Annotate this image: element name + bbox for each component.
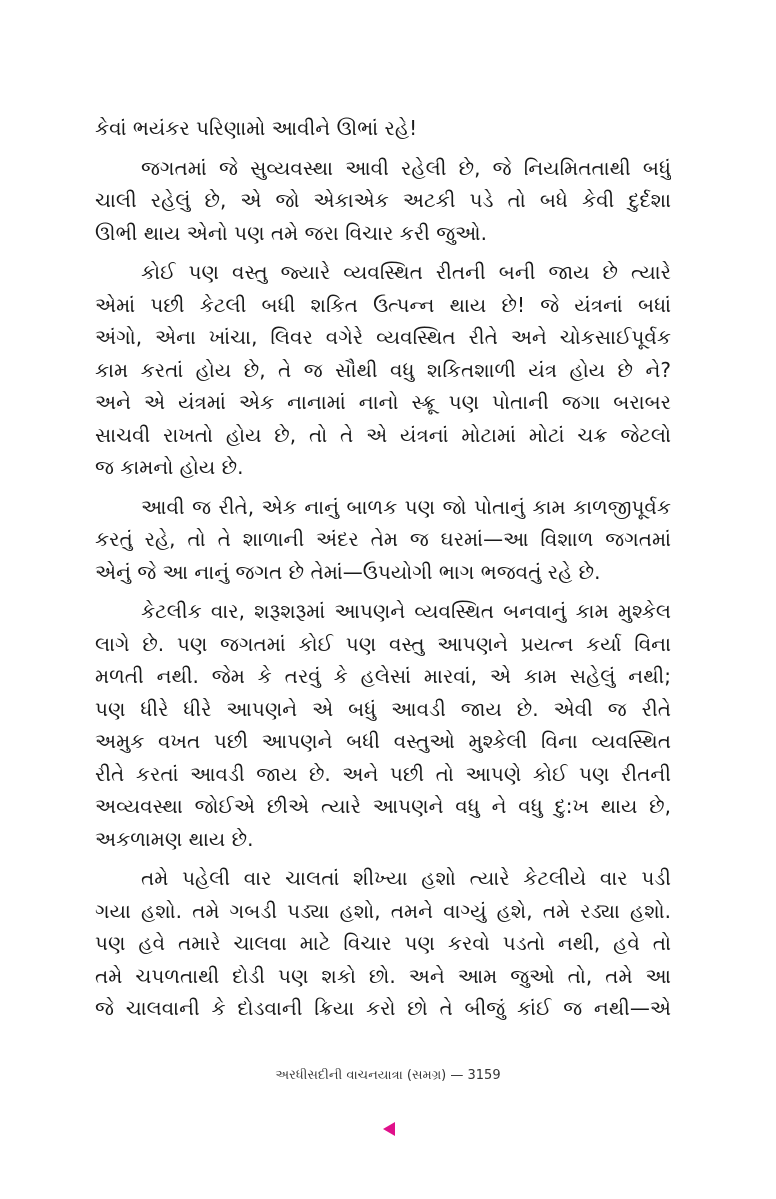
text-line: એનું જે આ નાનું જગત છે તેમાં—ઉપયોગી ભાગ ભજવતું રહે છે. (95, 559, 601, 584)
text-line: ઊભી થાય એનો પણ તમે જરા વિચાર કરી જુઓ. (95, 220, 487, 245)
text-line: કોઈ પણ વસ્તુ જ્યારે વ્યવસ્થિત રીતની બની જાય છે ત્યારે (141, 260, 671, 284)
text-line: તમે ચપળતાથી દોડી પણ શકો છો. અને આમ જુઓ તો, તમે આ (95, 963, 671, 988)
text-line: પણ હવે તમારે ચાલવા માટે વિચાર પણ કરવો પડતો નથી, હવે તો (95, 931, 671, 955)
paragraph (95, 595, 671, 855)
previous-page-arrow-icon[interactable] (383, 1122, 395, 1136)
text-line: રીતે કરતાં આવડી જાય છે. અને પછી તો આપણે કોઈ પણ રીતની (95, 761, 671, 786)
text-line: અમુક વખત પછી આપણને બધી વસ્તુઓ મુશ્કેલી વિના વ્યવસ્થિત (95, 729, 671, 753)
text-line: સાચવી રાખતો હોય છે, તો તે એ યંત્રનાં મોટામાં મોટાં ચક્ર જેટલો (95, 422, 671, 447)
text-line: જ કામનો હોય છે. (95, 455, 244, 479)
text-line: અવ્યવસ્થા જોઈએ છીએ ત્યારે આપણને વધુ ને વધુ દુ:ખ થાય છે, (95, 794, 671, 818)
text-line: કરતું રહે, તો તે શાળાની અંદર તેમ જ ઘરમાં—આ વિશાળ જગતમાં (95, 527, 671, 551)
text-line: અકળામણ થાય છે. (95, 826, 254, 851)
paragraph (95, 152, 671, 250)
paragraph (95, 491, 671, 589)
text-line: ચાલી રહેલું છે, એ જો એકાએક અટકી પડે તો બધે કેવી દુર્દશા (95, 188, 671, 212)
text-line: પણ ધીરે ધીરે આપણને એ બધું આવડી જાય છે. એવી જ રીતે (95, 696, 671, 721)
paragraph (95, 862, 671, 1025)
text-line: કેટલીક વાર, શરૂશરૂમાં આપણને વ્યવસ્થિત બનવાનું કામ મુશ્કેલ (141, 599, 671, 623)
paragraph (95, 112, 671, 145)
page-footer: અરધીસદીની વાચનયાત્રા (સમગ્ર) — 3159 (275, 1068, 501, 1083)
text-line: અંગો, એના ખાંચા, લિવર વગેરે વ્યવસ્થિત રીતે અને ચોકસાઈપૂર્વક (95, 325, 671, 349)
text-line: ગયા હશો. તમે ગબડી પડ્યા હશો, તમને વાગ્યું હશે, તમે રડ્યા હશો. (95, 898, 671, 923)
text-line: કામ કરતાં હોય છે, તે જ સૌથી વધુ શકિતશાળી યંત્ર હોય છે ને? (95, 357, 671, 382)
text-line: જગતમાં જે સુવ્યવસ્થા આવી રહેલી છે, જે નિયમિતતાથી બધું (141, 155, 671, 180)
text-line: લાગે છે. પણ જગતમાં કોઈ પણ વસ્તુ આપણને પ્રયત્ન કર્યા વિના (95, 631, 671, 656)
text-line: એમાં પછી કેટલી બધી શકિત ઉત્પન્ન થાય છે! જે યંત્રનાં બધાં (95, 292, 671, 317)
page-body (95, 112, 671, 1032)
text-line: મળતી નથી. જેમ કે તરવું કે હલેસાં મારવાં, એ કામ સહેલું નથી; (95, 664, 671, 688)
text-line: કેવાં ભયંકર પરિણામો આવીને ઊભાં રહે! (95, 116, 418, 140)
text-line: તમે પહેલી વાર ચાલતાં શીખ્યા હશો ત્યારે કેટલીયે વાર પડી (141, 866, 671, 890)
text-line: જે ચાલવાની કે દોડવાની ક્રિયા કરો છો તે બીજું કાંઈ જ નથી—એ (95, 996, 671, 1020)
text-line: અને એ યંત્રમાં એક નાનામાં નાનો સ્ક્રૂ પણ પોતાની જગા બરાબર (95, 390, 671, 414)
text-line: આવી જ રીતે, એક નાનું બાળક પણ જો પોતાનું કામ કાળજીપૂર્વક (141, 494, 671, 519)
paragraph (95, 256, 671, 484)
